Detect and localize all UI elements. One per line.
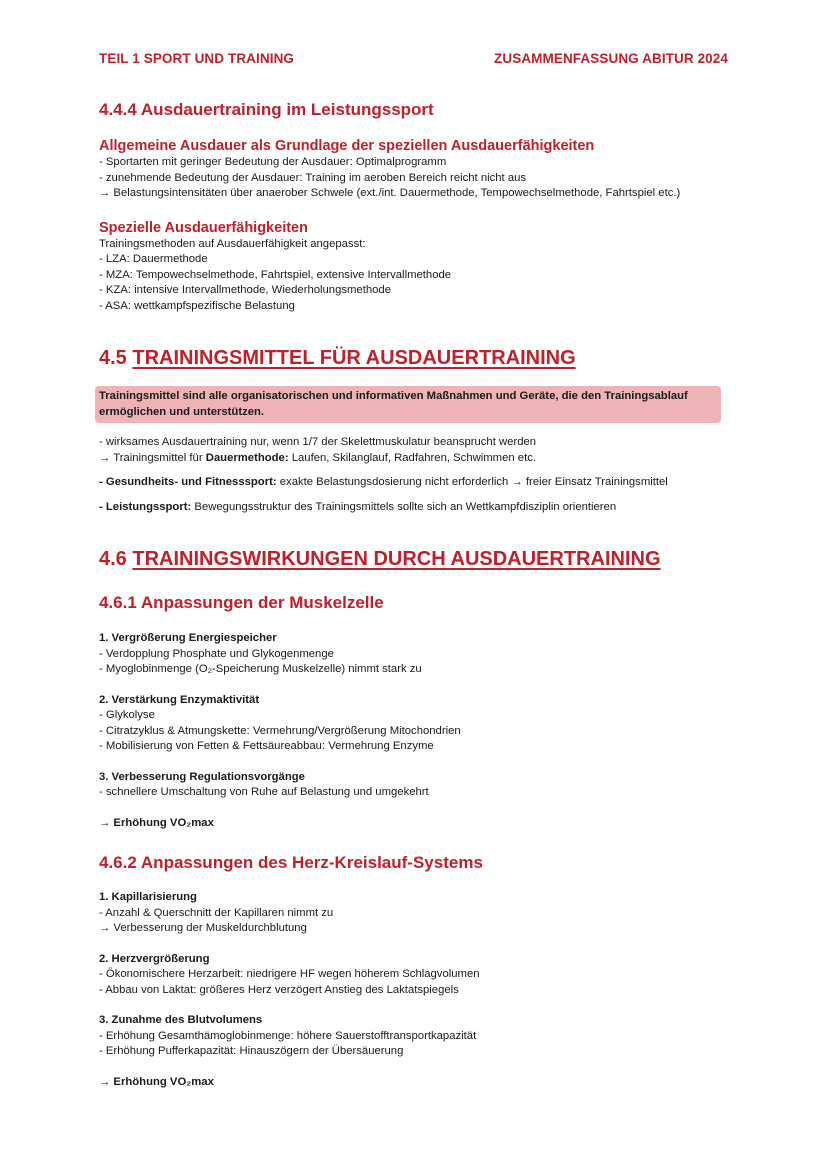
text-line: - Anzahl & Querschnitt der Kapillaren nimmt zu bbox=[99, 906, 334, 919]
group-heading: 3. Zunahme des Blutvolumens bbox=[99, 1014, 263, 1026]
text-line: - schnellere Umschaltung von Ruhe auf Belastung und umgekehrt bbox=[99, 786, 429, 798]
group-heading: 2. Herzvergrößerung bbox=[99, 952, 210, 965]
text-line: → Verbesserung der Muskeldurchblutung bbox=[99, 922, 307, 934]
text-line: - Erhöhung Pufferkapazität: Hinauszögern der Übersäuerung bbox=[99, 1045, 404, 1057]
text-line: - Erhöhung Gesamthämoglobinmenge: höhere Sauerstofftransportkapazität bbox=[99, 1029, 477, 1042]
text-line: - MZA: Tempowechselmethode, Fahrtspiel, extensive Intervallmethode bbox=[99, 268, 452, 281]
subsection-general-endurance-title: Allgemeine Ausdauer als Grundlage der speziellen Ausdauerfähigkeiten bbox=[99, 138, 595, 154]
text-line: - KZA: intensive Intervallmethode, Wiederholungsmethode bbox=[99, 284, 391, 296]
bold-term: Dauermethode: bbox=[205, 451, 289, 464]
section-4-4-4-title: 4.4.4 Ausdauertraining im Leistungssport bbox=[99, 100, 434, 119]
text-line bbox=[99, 475, 739, 491]
text-line: → Belastungsintensitäten über anaerober Schwele (ext./int. Dauermethode, Tempowechselmethode, Fahrtspiel etc.) bbox=[99, 187, 681, 199]
text-line: - zunehmende Bedeutung der Ausdauer: Training im aeroben Bereich reicht nicht aus bbox=[99, 171, 527, 184]
text-line: - LZA: Dauermethode bbox=[99, 253, 208, 265]
header-left: TEIL 1 SPORT UND TRAINING bbox=[99, 51, 295, 66]
section-heading: TRAININGSMITTEL FÜR AUSDAUERTRAINING bbox=[132, 347, 576, 369]
text-line: - Glykolyse bbox=[99, 709, 155, 721]
page-content bbox=[99, 100, 739, 1090]
group-heading: 1. Vergrößerung Energiespeicher bbox=[99, 632, 277, 644]
text-line: - wirksames Ausdauertraining nur, wenn 1/7 der Skelettmuskulatur beansprucht werden bbox=[99, 436, 537, 448]
text-line: - Ökonomischere Herzarbeit: niedrigere HF wegen höherem Schlagvolumen bbox=[99, 968, 480, 980]
group-heading: 3. Verbesserung Regulationsvorgänge bbox=[99, 770, 305, 783]
header-right: ZUSAMMENFASSUNG ABITUR 2024 bbox=[494, 51, 728, 66]
text-line: - Sportarten mit geringer Bedeutung der Ausdauer: Optimalprogramm bbox=[99, 156, 447, 168]
text-line: - Abbau von Laktat: größeres Herz verzögert Anstieg des Laktatspiegels bbox=[99, 983, 459, 996]
text-line: - Verdopplung Phosphate und Glykogenmenge bbox=[99, 647, 334, 660]
group-heading: 1. Kapillarisierung bbox=[99, 891, 197, 903]
text-line: - Citratzyklus & Atmungskette: Vermehrung/Vergrößerung Mitochondrien bbox=[99, 724, 461, 737]
result-line: → Erhöhung VO₂max bbox=[99, 1075, 214, 1088]
text-line bbox=[99, 451, 739, 467]
section-4-6-2-title: 4.6.2 Anpassungen des Herz-Kreislauf-Systems bbox=[99, 853, 483, 872]
text-line: Trainingsmethoden auf Ausdauerfähigkeit angepasst: bbox=[99, 237, 366, 250]
subsection-special-endurance-title: Spezielle Ausdauerfähigkeiten bbox=[99, 219, 308, 236]
result-line: → Erhöhung VO₂max bbox=[99, 816, 214, 829]
section-number: 4.5 bbox=[99, 347, 133, 369]
group-heading: 2. Verstärkung Enzymaktivität bbox=[99, 693, 260, 706]
text-line bbox=[99, 500, 739, 516]
text-line: - Myoglobinmenge (O₂-Speicherung Muskelzelle) nimmt stark zu bbox=[99, 663, 422, 675]
section-heading: TRAININGSWIRKUNGEN DURCH AUSDAUERTRAINING bbox=[132, 548, 661, 570]
section-4-6-1-title: 4.6.1 Anpassungen der Muskelzelle bbox=[99, 593, 384, 612]
text-line: - ASA: wettkampfspezifische Belastung bbox=[99, 299, 295, 312]
bold-term: - Gesundheits- und Fitnesssport: bbox=[99, 476, 277, 488]
section-4-6-title bbox=[99, 548, 739, 571]
text-line: - Mobilisierung von Fetten & Fettsäureabbau: Vermehrung Enzyme bbox=[99, 740, 434, 752]
section-number: 4.6 bbox=[99, 548, 133, 570]
definition-highlight bbox=[95, 386, 721, 423]
text-fragment: Bewegungsstruktur des Trainingsmittels sollte sich an Wettkampfdisziplin orientieren bbox=[191, 500, 617, 513]
bold-term: - Leistungssport: bbox=[99, 500, 192, 513]
text-fragment: → Trainingsmittel für bbox=[99, 451, 206, 464]
text-fragment: exakte Belastungsdosierung nicht erforderlich → freier Einsatz Trainingsmittel bbox=[276, 476, 668, 488]
section-4-5-title bbox=[99, 347, 739, 370]
page-header bbox=[99, 51, 728, 66]
text-fragment: Laufen, Skilanglauf, Radfahren, Schwimmen etc. bbox=[288, 451, 537, 464]
definition-line: ermöglichen und unterstützen. bbox=[99, 405, 265, 418]
definition-line: Trainingsmittel sind alle organisatorischen und informativen Maßnahmen und Geräte, die den Trainingsablauf bbox=[99, 390, 688, 402]
